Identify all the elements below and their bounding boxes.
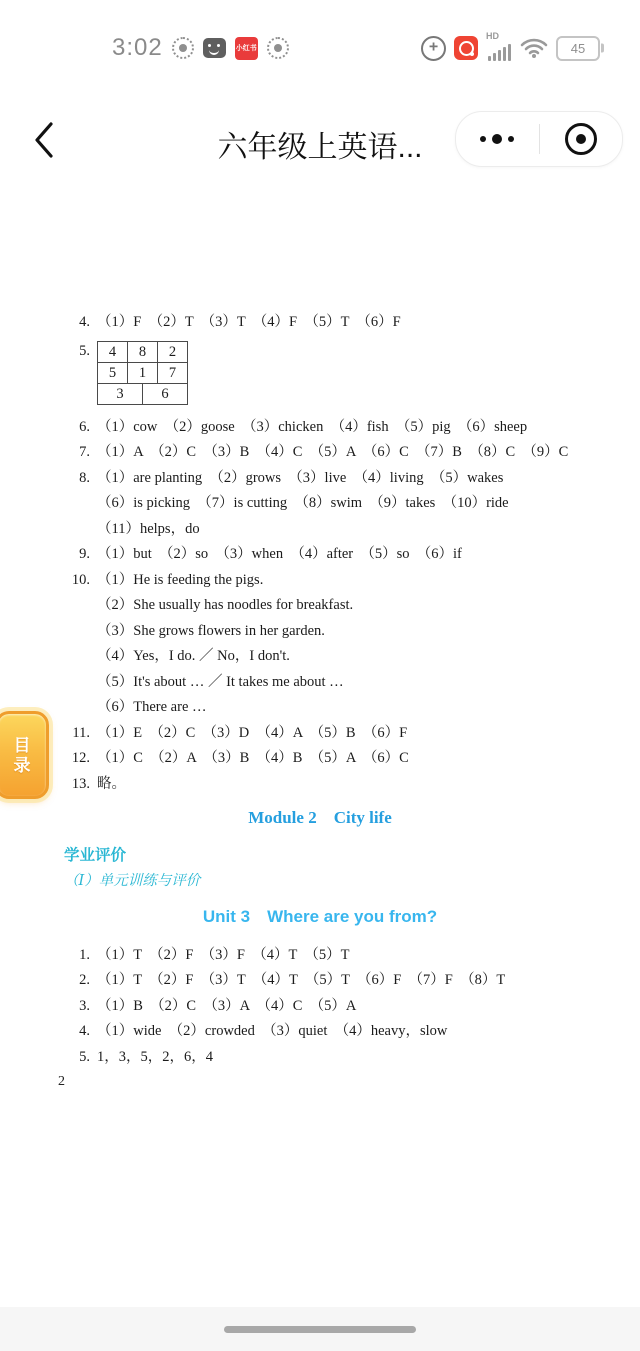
- grid-cell: 4: [98, 341, 128, 362]
- data-saver-icon: [421, 36, 446, 61]
- toc-char: 录: [13, 755, 31, 775]
- target-circle-icon: [565, 123, 597, 155]
- answer-text: （1）B （2）C （3）A （4）C （5）A: [97, 997, 357, 1014]
- answer-text: （1）but （2）so （3）when （4）after （5）so （6）if: [97, 546, 462, 562]
- cell-signal-icon: [486, 33, 512, 63]
- wifi-icon: [520, 37, 548, 59]
- answer-line: [0, 568, 640, 594]
- bottom-bar: [0, 1307, 640, 1351]
- more-button[interactable]: [456, 112, 539, 166]
- toc-button[interactable]: [0, 711, 49, 799]
- answer-line: [0, 310, 640, 336]
- home-indicator[interactable]: [224, 1326, 416, 1333]
- item-number: [64, 491, 90, 517]
- answer-text: （3）She grows flowers in her garden.: [97, 622, 325, 639]
- item-number: 4.: [79, 314, 90, 330]
- answer-text: （1）T （2）F （3）T （4）T （5）T （6）F （7）F （8）T: [97, 972, 506, 988]
- answer-line: [0, 619, 640, 645]
- answer-line: [0, 721, 640, 747]
- answer-text: （1）are planting （2）grows （3）live （4）living （5）wakes: [97, 469, 504, 486]
- item-number: 3.: [79, 997, 90, 1014]
- item-number: [64, 644, 90, 670]
- answer-text: （1）He is feeding the pigs.: [97, 571, 264, 588]
- answer-text: 略。: [97, 775, 126, 792]
- item-number: 1.: [79, 946, 90, 963]
- answer-line: [0, 466, 640, 492]
- answer-line: [0, 644, 640, 670]
- item-number: 8.: [79, 469, 90, 486]
- item-number: [64, 593, 90, 619]
- answer-text: （6）is picking （7）is cutting （8）swim （9）takes （10）ride: [97, 495, 509, 511]
- answer-text: （4）Yes，I do. ／ No，I don't.: [97, 648, 290, 664]
- toc-char: 目: [13, 735, 31, 755]
- answer-line: [0, 415, 640, 441]
- battery-icon: [556, 36, 600, 61]
- answer-line: [0, 593, 640, 619]
- item-number: 7.: [79, 444, 90, 460]
- answer-text: （1）E （2）C （3）D （4）A （5）B （6）F: [97, 724, 408, 741]
- messages-app-icon: [203, 38, 226, 58]
- answer-text: 1，3，5，2，6，4: [97, 1048, 213, 1065]
- answer-text: （1）T （2）F （3）F （4）T （5）T: [97, 946, 350, 963]
- item-number: 10.: [71, 571, 90, 588]
- grid-cell: 2: [158, 341, 188, 362]
- status-bar: [0, 28, 640, 68]
- answer-line: [0, 517, 640, 543]
- answer-line: [0, 440, 640, 466]
- ellipsis-icon: [480, 134, 514, 144]
- close-minimize-button[interactable]: [540, 112, 623, 166]
- section-heading: 学业评价: [64, 847, 127, 864]
- answer-line: [0, 1019, 640, 1045]
- item-number: [64, 619, 90, 645]
- battery-percent: 45: [570, 40, 586, 56]
- answer-line: [0, 943, 640, 969]
- answer-text: （6）There are …: [97, 699, 207, 715]
- item-number: [64, 670, 90, 696]
- answer-line: [0, 746, 640, 775]
- answer-text: （5）It's about … ／ It takes me about …: [97, 673, 344, 690]
- answer-text: （2）She usually has noodles for breakfast.: [97, 597, 354, 613]
- item-number: 11.: [72, 724, 90, 741]
- answer-line: [0, 1045, 640, 1071]
- answer-text: （1）A （2）C （3）B （4）C （5）A （6）C （7）B （8）C （9）C: [97, 444, 569, 460]
- battery-nub: [601, 44, 604, 53]
- recorder-active-icon: [454, 36, 478, 60]
- answer-line: [0, 670, 640, 696]
- grid-cell: 6: [143, 383, 188, 404]
- answer-text: （1）wide （2）crowded （3）quiet （4）heavy，slow: [97, 1023, 448, 1039]
- clock-time: 3:02: [112, 34, 163, 61]
- section-subheading: （Ⅰ）单元训练与评价: [64, 873, 201, 889]
- grid-cell: 8: [128, 341, 158, 362]
- xiaohongshu-app-icon: 小红书: [235, 37, 258, 60]
- unit3-answers: [0, 943, 640, 1071]
- answer-line: [0, 491, 640, 517]
- item-number: [64, 517, 90, 543]
- page-title: 六年级上英语...: [217, 131, 423, 164]
- unit-heading: Unit 3 Where are you from?: [202, 906, 438, 926]
- answer-text: （1）F （2）T （3）T （4）F （5）T （6）F: [97, 314, 401, 330]
- item-number: 5.: [79, 342, 90, 359]
- status-bar-right: [421, 28, 600, 68]
- answer-line: [0, 968, 640, 994]
- page-number: 2: [58, 1074, 65, 1089]
- item-number: [64, 695, 90, 721]
- answer-item-5: [0, 339, 640, 405]
- grid-cell: 7: [158, 362, 188, 383]
- answer-grid-table: [97, 341, 188, 405]
- miniprogram-capsule: [455, 111, 623, 167]
- screen-record-icon: [267, 37, 289, 59]
- answer-line: [0, 695, 640, 721]
- item-number: 5.: [79, 1048, 90, 1065]
- answer-line: [0, 542, 640, 568]
- answer-text: （1）C （2）A （3）B （4）B （5）A （6）C: [97, 750, 409, 766]
- hd-label: HD: [486, 31, 499, 41]
- answer-text: （11）helps，do: [97, 520, 200, 537]
- grid-cell: 1: [128, 362, 158, 383]
- answer-text: （1）cow （2）goose （3）chicken （4）fish （5）pig （6）sheep: [97, 418, 528, 435]
- item-number: 4.: [79, 1023, 90, 1039]
- nav-bar: [0, 100, 640, 180]
- signal-bars-icon: [488, 44, 511, 61]
- status-bar-left: [112, 28, 289, 68]
- screen-record-icon: [172, 37, 194, 59]
- answer-line: [0, 772, 640, 798]
- item-number: 12.: [71, 750, 90, 766]
- module-heading: Module 2 City life: [248, 808, 392, 827]
- answer-content: [0, 310, 640, 1070]
- item-number: 13.: [71, 775, 90, 792]
- item-number: 6.: [79, 418, 90, 435]
- item-number: 9.: [79, 546, 90, 562]
- answer-line: [0, 994, 640, 1020]
- item-number: 2.: [79, 972, 90, 988]
- grid-cell: 5: [98, 362, 128, 383]
- grid-cell: 3: [98, 383, 143, 404]
